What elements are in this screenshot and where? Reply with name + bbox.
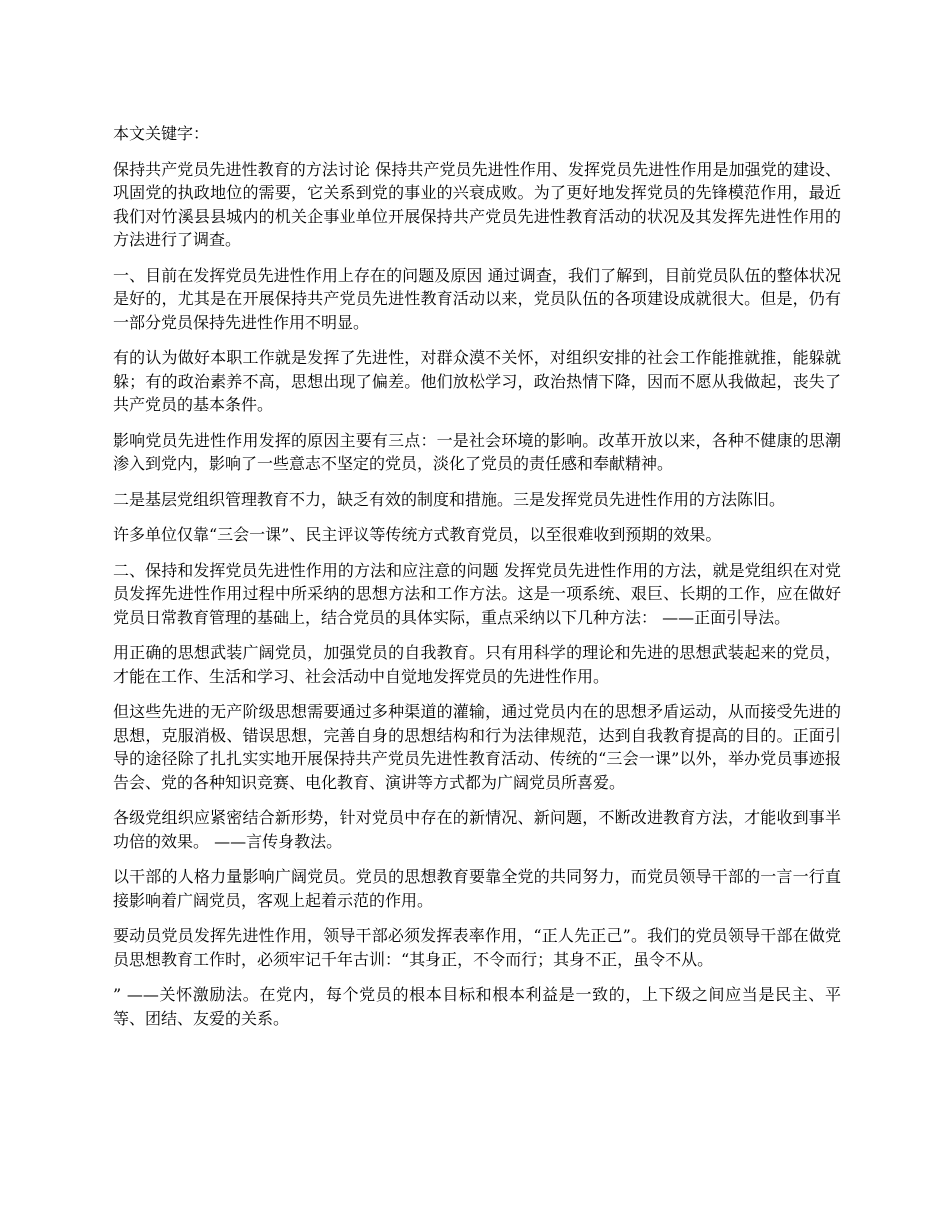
paragraph-4: 影响党员先进性作用发挥的原因主要有三点：一是社会环境的影响。改革开放以来，各种不健康的思潮渗入到党内，影响了一些意志不坚定的党员，淡化了党员的责任感和奉献精神。 [113, 430, 841, 473]
paragraph-5: 二是基层党组织管理教育不力，缺乏有效的制度和措施。三是发挥党员先进性作用的方法陈旧。 [113, 489, 786, 509]
paragraph-1: 保持共产党员先进性教育的方法讨论 保持共产党员先进性作用、发挥党员先进性作用是加强党的建设、巩固党的执政地位的需要，它关系到党的事业的兴衰成败。为了更好地发挥党员的先锋模范作用，最近我们对竹溪县县城内的机关企事业单位开展保持共产党员先进性教育活动的状况及其发挥先进性作用的方法进行了调查。 [113, 159, 841, 249]
paragraph-8: 用正确的思想武装广阔党员，加强党员的自我教育。只有用科学的理论和先进的思想武装起来的党员，才能在工作、生活和学习、社会活动中自觉地发挥党员的先进性作用。 [113, 643, 841, 686]
document-body [113, 122, 841, 1042]
paragraph-3: 有的认为做好本职工作就是发挥了先进性，对群众漠不关怀，对组织安排的社会工作能推就推，能躲就躲；有的政治素养不高，思想出现了偏差。他们放松学习，政治热情下降，因而不愿从我做起，丧失了共产党员的基本条件。 [113, 348, 841, 414]
paragraph-9: 但这些先进的无产阶级思想需要通过多种渠道的灌输，通过党员内在的思想矛盾运动，从而接受先进的思想，克服消极、错误思想，完善自身的思想结构和行为法律规范，达到自我教育提高的目的。正面引导的途径除了扎扎实实地开展保持共产党员先进性教育活动、传统的“三会一课”以外，举办党员事迹报告会、党的各种知识竞赛、电化教育、演讲等方式都为广阔党员所喜爱。 [113, 702, 841, 792]
paragraph-7: 二、保持和发挥党员先进性作用的方法和应注意的问题 发挥党员先进性作用的方法，就是党组织在对党员发挥先进性作用过程中所采纳的思想方法和工作方法。这是一项系统、艰巨、长期的工作，应在做好党员日常教育管理的基础上，结合党员的具体实际，重点采纳以下几种方法： ——正面引导法。 [113, 560, 841, 627]
paragraph-2: 一、目前在发挥党员先进性作用上存在的问题及原因 通过调查，我们了解到，目前党员队伍的整体状况是好的，尤其是在开展保持共产党员先进性教育活动以来，党员队伍的各项建设成就很大。但是，仍有一部分党员保持先进性作用不明显。 [113, 265, 841, 332]
keywords-label: 本文关键字： [113, 124, 210, 143]
paragraph-10: 各级党组织应紧密结合新形势，针对党员中存在的新情况、新问题，不断改进教育方法，才能收到事半功倍的效果。 ——言传身教法。 [113, 808, 841, 851]
paragraph-13: ” ——关怀激励法。在党内，每个党员的根本目标和根本利益是一致的，上下级之间应当是民主、平等、团结、友爱的关系。 [113, 985, 841, 1028]
paragraph-6: 许多单位仅靠“三会一课”、民主评议等传统方式教育党员，以至很难收到预期的效果。 [113, 525, 722, 544]
paragraph-12: 要动员党员发挥先进性作用，领导干部必须发挥表率作用，“正人先正己”。我们的党员领导干部在做党员思想教育工作时，必须牢记千年古训：“其身正，不令而行；其身不正，虽令不从。 [113, 926, 841, 969]
paragraph-11: 以干部的人格力量影响广阔党员。党员的思想教育要靠全党的共同努力，而党员领导干部的一言一行直接影响着广阔党员，客观上起着示范的作用。 [113, 867, 841, 910]
